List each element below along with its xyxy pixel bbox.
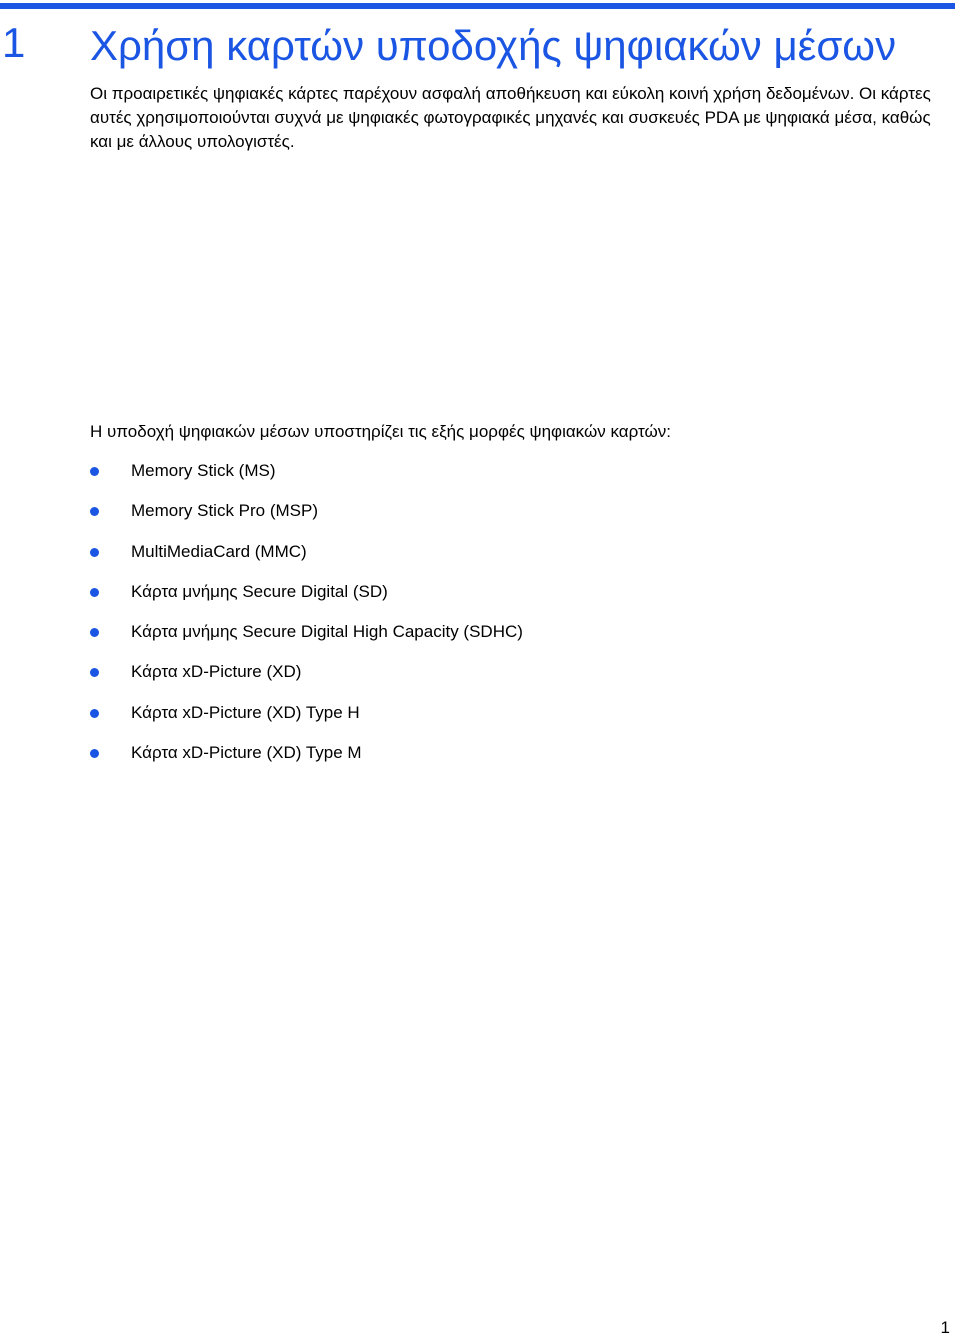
bullet-icon [90,507,99,516]
list-item [90,701,523,741]
bullet-icon [90,588,99,597]
list-item [90,499,523,539]
list-item [90,660,523,700]
list-item [90,540,523,580]
list-item [90,741,523,781]
supported-formats-lead: Η υποδοχή ψηφιακών μέσων υποστηρίζει τις εξής μορφές ψηφιακών καρτών: [90,422,671,441]
formats-list [90,459,523,781]
chapter-title: Χρήση καρτών υποδοχής ψηφιακών μέσων [90,22,897,69]
format-label: Memory Stick Pro (MSP) [131,501,319,521]
intro-paragraph: Οι προαιρετικές ψηφιακές κάρτες παρέχουν ασφαλή αποθήκευση και εύκολη κοινή χρήση δεδομένων. Οι κάρτες αυτές χρησιμοποιούνται συχνά με ψηφιακές φωτογραφικές μηχανές και συσκευές PDA με ψηφιακά μέσα, καθώς και με άλλους υπολογιστές. [90,84,931,151]
format-label: Κάρτα xD-Picture (XD) Type M [131,743,362,763]
bullet-icon [90,749,99,758]
format-label: Κάρτα μνήμης Secure Digital (SD) [131,581,388,601]
format-label: Κάρτα μνήμης Secure Digital High Capacity (SDHC) [131,622,523,642]
list-item [90,620,523,660]
format-label: Κάρτα xD-Picture (XD) [131,662,302,682]
top-rule [0,3,955,9]
bullet-icon [90,668,99,677]
format-label: Κάρτα xD-Picture (XD) Type H [131,702,360,722]
chapter-number: 1 [2,19,26,66]
list-item [90,459,523,499]
bullet-icon [90,548,99,557]
bullet-icon [90,467,99,476]
list-item [90,580,523,620]
page-number: 1 [940,1318,950,1337]
bullet-icon [90,628,99,637]
format-label: MultiMediaCard (MMC) [131,541,307,561]
bullet-icon [90,709,99,718]
format-label: Memory Stick (MS) [131,461,276,480]
